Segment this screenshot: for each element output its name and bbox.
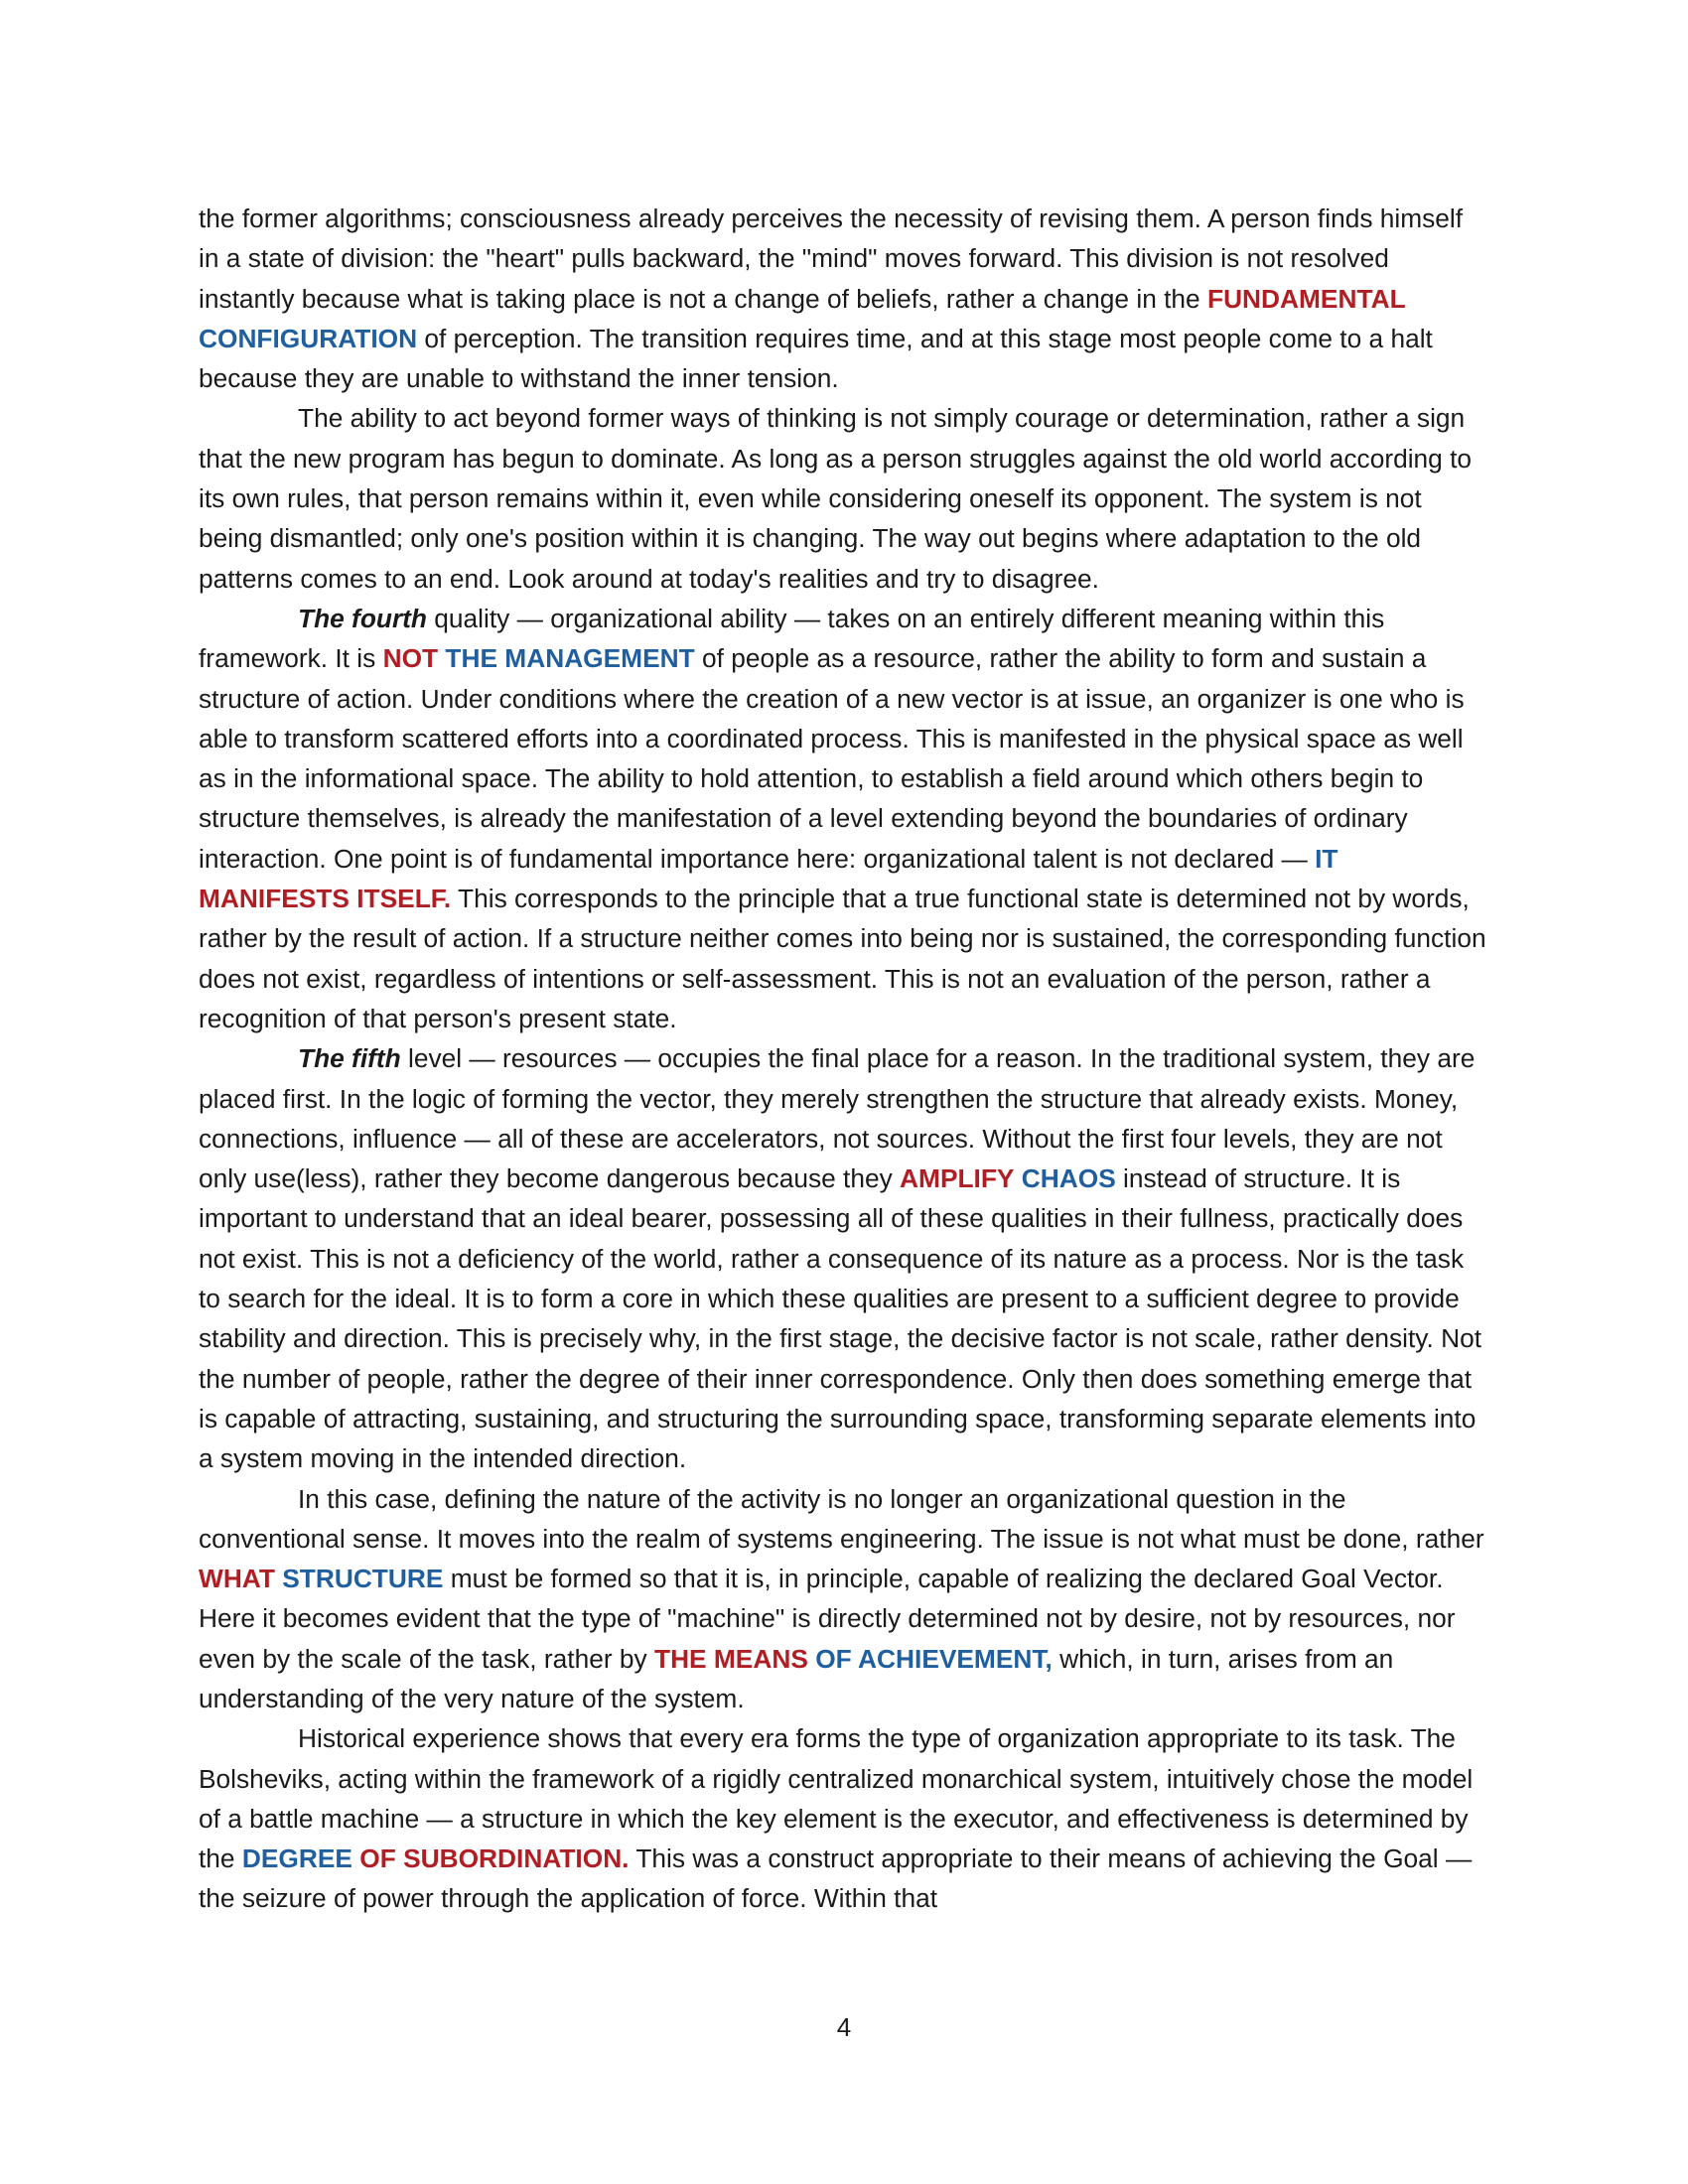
emphasis-red: AMPLIFY [900, 1163, 1015, 1194]
text-run: instead of structure. It is important to understand that an ideal bearer, possessing all of these qualities in their fullness, practically does not exist. This is not a deficiency of the world, rather a consequence of its nature as a process. Nor is the task to search for the ideal. It is to form a core in which these qualities are present to a sufficient degree to provide stability and direction. This is precisely why, in the first stage, the decisive factor is not scale, rather density. Not the number of people, rather the degree of their inner correspondence. Only then does something emerge that is capable of attracting, sustaining, and structuring the surrounding space, transforming separate elements into a system moving in the intended direction. [199, 1163, 1482, 1474]
emphasis-red: MANIFESTS ITSELF. [199, 884, 452, 914]
emphasis-blue: OF ACHIEVEMENT, [815, 1643, 1053, 1674]
emphasis-red: THE MEANS [654, 1643, 808, 1674]
text-run: In this case, defining the nature of the activity is no longer an organizational question in the conventional sense. It moves into the realm of systems engineering. The issue is not what must be done, rather [199, 1483, 1484, 1554]
text-run: quality — organizational ability — takes on an entirely different meaning within this framework. It is [199, 603, 1385, 674]
text-run: which, in turn, arises from an understanding of the very nature of the system. [199, 1643, 1394, 1713]
text-run: of perception. The transition requires time, and at this stage most people come to a halt because they are unable to withstand the inner tension. [199, 323, 1433, 394]
emphasis-blue: THE MANAGEMENT [445, 643, 695, 674]
paragraph [199, 199, 1489, 398]
text-run: level — resources — occupies the final place for a reason. In the traditional system, they are placed first. In the logic of forming the vector, they merely strengthen the structure that already exists. Money, connections, influence — all of these are accelerators, not sources. Without the first four levels, they are not only use(less), rather they become dangerous because they [199, 1043, 1476, 1194]
body-text [199, 199, 1489, 1919]
paragraph [199, 1479, 1489, 1719]
emphasis-red: NOT [382, 643, 439, 674]
text-run: of people as a resource, rather the ability to form and sustain a structure of action. Under conditions where the creation of a new vector is at issue, an organizer is one who is able to transform scattered efforts into a coordinated process. This is manifested in the physical space as well as in the informational space. The ability to hold attention, to establish a field around which others begin to structure themselves, is already the manifestation of a level extending beyond the boundaries of ordinary interaction. One point is of fundamental importance here: organizational talent is not declared — [199, 643, 1465, 874]
emphasis-blue: DEGREE [241, 1843, 352, 1874]
text-run: This corresponds to the principle that a true functional state is determined not by words, rather by the result of action. If a structure neither comes into being nor is sustained, the corresponding function does not exist, regardless of intentions or self-assessment. This is not an evaluation of the person, rather a recognition of that person's present state. [199, 884, 1486, 1033]
emphasis-blue: CHAOS [1021, 1163, 1116, 1194]
document-page [199, 199, 1489, 1919]
text-run [1014, 1163, 1021, 1193]
text-run: This was a construct appropriate to their means of achieving the Goal — the seizure of power through the application of force. Within that [199, 1843, 1473, 1914]
paragraph [199, 398, 1489, 598]
paragraph [199, 599, 1489, 1038]
emphasis-red: OF SUBORDINATION. [359, 1843, 630, 1874]
emphasis-red: FUNDAMENTAL [1207, 283, 1406, 314]
emphasis-bold-italic: The fourth [298, 603, 427, 633]
text-run: The ability to act beyond former ways of thinking is not simply courage or determination, rather a sign that the new program has begun to dominate. As long as a person struggles against the old world according to its own rules, that person remains within it, even while considering oneself its opponent. The system is not being dismantled; only one's position within it is changing. The way out begins where adaptation to the old patterns comes to an end. Look around at today's realities and try to disagree. [199, 403, 1473, 594]
emphasis-blue: CONFIGURATION [199, 323, 418, 353]
paragraph [199, 1038, 1489, 1478]
paragraph [199, 1718, 1489, 1918]
text-run: the former algorithms; consciousness already perceives the necessity of revising them. A person finds himself in a state of division: the "heart" pulls backward, the "mind" moves forward. This division is not resolved instantly because what is taking place is not a change of beliefs, rather a change in the [199, 204, 1464, 314]
emphasis-blue: IT [1315, 843, 1338, 874]
text-run: must be formed so that it is, in principle, capable of realizing the declared Goal Vector. Here it becomes evident that the type of "machine" is directly determined not by desire, not by resources, nor even by the scale of the task, rather by [199, 1564, 1456, 1674]
emphasis-red: WHAT [199, 1564, 275, 1594]
emphasis-bold-italic: The fifth [298, 1043, 401, 1074]
page-number: 4 [836, 2012, 852, 2042]
text-run: Historical experience shows that every era forms the type of organization appropriate to its task. The Bolsheviks, acting within the framework of a rigidly centralized monarchical system, intuitively chose the model of a battle machine — a structure in which the key element is the executor, and effectiveness is determined by the [199, 1723, 1474, 1874]
emphasis-blue: STRUCTURE [282, 1564, 444, 1594]
